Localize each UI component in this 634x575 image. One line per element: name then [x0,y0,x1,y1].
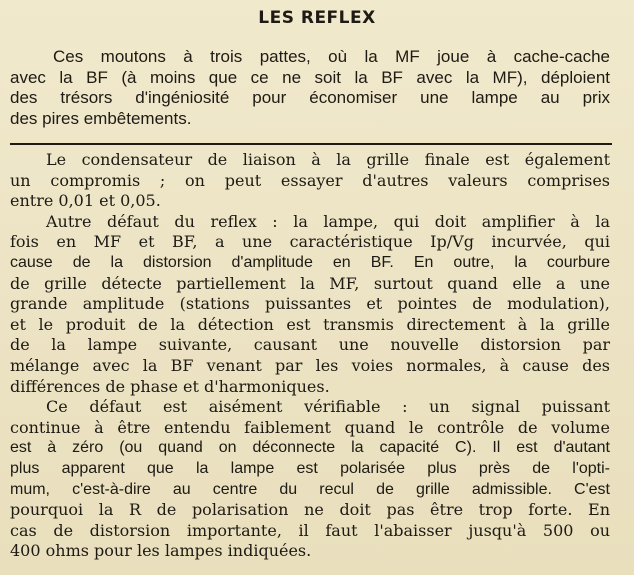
body-line: un compromis ; on peut essayer d'autres valeurs comprises [10,170,610,190]
body-text [10,150,610,562]
section-title: LES REFLEX [258,8,376,28]
intro-line: des pires embêtements. [10,108,192,128]
body-line: cas de distorsion importante, il faut l'abaisser jusqu'à 500 ou [10,520,610,540]
body-line: de la lampe suivante, causant une nouvelle distorsion par [10,335,610,355]
body-line: Autre défaut du reflex : la lampe, qui doit amplifier à la [46,211,610,231]
intro-line: des trésors d'ingéniosité pour économiser une lampe au prix [10,88,610,108]
body-line: entre 0,01 et 0,05. [10,191,161,211]
body-line: mum, c'est-à-dire au centre du recul de grille admissible. C'est [10,480,610,498]
body-line: pourquoi la R de polarisation ne doit pas être trop forte. En [10,500,610,520]
body-line: Ce défaut est aisément vérifiable : un signal puissant [46,397,610,417]
body-line: continue à être entendu faiblement quand le contrôle de volume [10,417,610,437]
body-line: 400 ohms pour les lampes indiquées. [10,541,312,561]
body-line: différences de phase et d'harmoniques. [10,376,330,396]
body-line: mélange avec la BF venant par les voies normales, à cause des [10,355,610,375]
body-line: cause de la distorsion d'amplitude en BF. En outre, la courbure [10,253,610,271]
horizontal-divider [10,143,612,145]
intro-line: Ces moutons à trois pattes, où la MF joue à cache-cache [53,47,610,66]
intro-line: avec la BF (à moins que ce ne soit la BF avec la MF), déploient [10,67,610,87]
body-line: plus apparent que la lampe est polarisée plus près de l'opti- [10,459,610,477]
body-line: grande amplitude (stations puissantes et pointes de modulation), [10,294,610,314]
body-line: est à zéro (ou quand on déconnecte la capacité C). Il est d'autant [10,439,610,457]
body-line: et le produit de la détection est transmis directement à la grille [10,314,610,334]
body-line: de grille détecte partiellement la MF, surtout quand elle a une [10,273,610,293]
intro-paragraph [10,47,610,129]
body-line: fois en MF et BF, a une caractéristique Ip/Vg incurvée, qui [10,232,610,252]
body-line: Le condensateur de liaison à la grille finale est également [46,150,610,169]
